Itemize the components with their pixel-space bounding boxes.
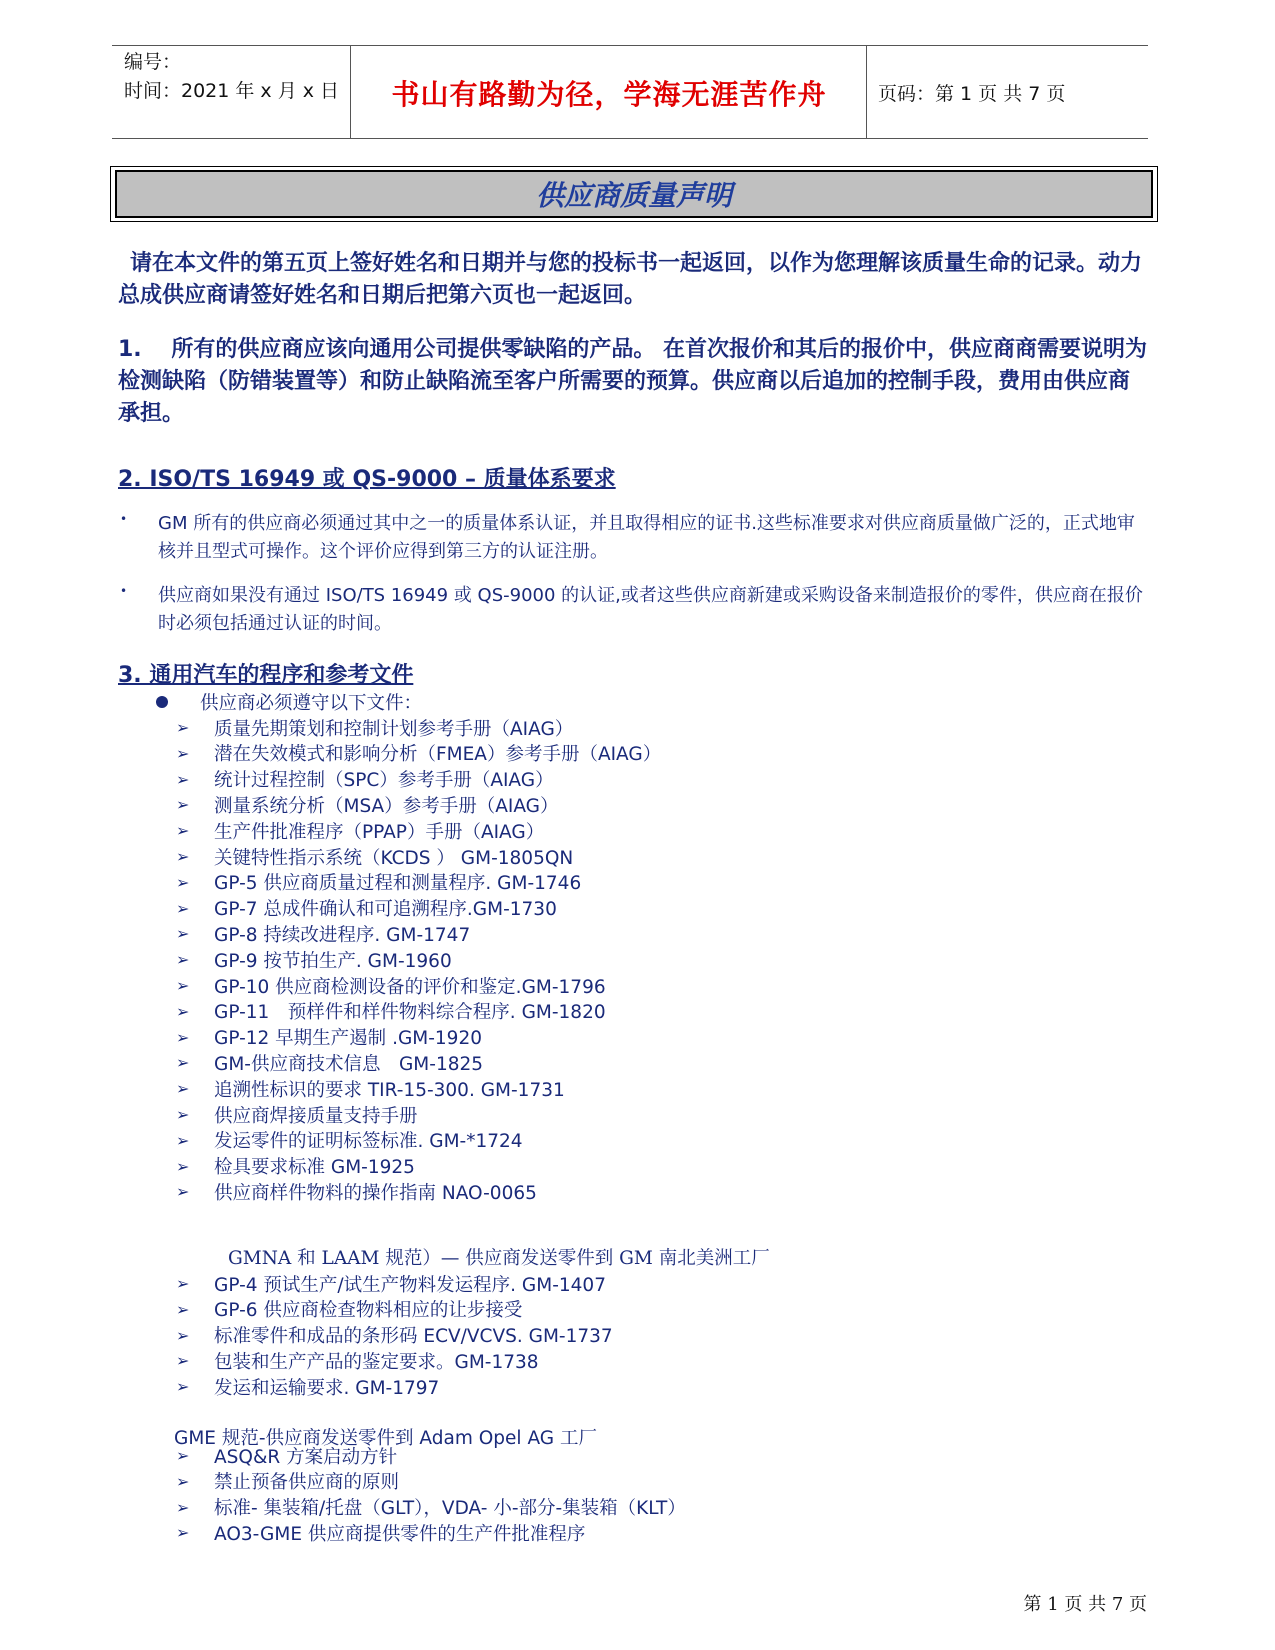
list-item	[176, 1442, 397, 1469]
list-item	[176, 1153, 415, 1180]
intro-paragraph	[118, 248, 1148, 312]
list-item	[176, 1270, 606, 1297]
bullet-icon: •	[120, 512, 128, 526]
arrow-bullet-icon: ➢	[176, 821, 190, 841]
arrow-bullet-icon: ➢	[176, 1130, 190, 1150]
arrow-bullet-icon: ➢	[176, 976, 190, 995]
list-item-text: GP-5 供应商质量过程和测量程序. GM-1746	[214, 873, 582, 895]
list-item-text: GP-8 持续改进程序. GM-1747	[214, 924, 471, 946]
list-item-text: 统计过程控制（SPC）参考手册（AIAG）	[214, 770, 554, 792]
section-1-text: 1. 所有的供应商应该向通用公司提供零缺陷的产品。 在首次报价和其后的报价中，供应商商需要说明为检测缺陷（防错装置等）和防止缺陷流至客户所需要的预算。供应商以后追加的控制手段，费用由供应商承担。	[118, 337, 1147, 426]
list-item	[176, 1049, 483, 1076]
list-item-text: GP-4 预试生产/试生产物料发运程序. GM-1407	[214, 1274, 606, 1296]
list-item	[176, 946, 452, 973]
arrow-bullet-icon: ➢	[176, 795, 190, 815]
intro-text: 请在本文件的第五页上签好姓名和日期并与您的投标书一起返回，以作为您理解该质量生命的记录。动力总成供应商请签好姓名和日期后把第六页也一起返回。	[118, 251, 1143, 308]
arrow-bullet-icon: ➢	[176, 924, 190, 944]
list-item-text: 禁止预备供应商的原则	[214, 1472, 400, 1494]
section-3-intro-bullet: 供应商必须遵守以下文件：	[200, 693, 423, 714]
section-2-bullet-2: 供应商如果没有通过 ISO/TS 16949 或 QS-9000 的认证,或者这些供应商新建或采购设备来制造报价的零件，供应商在报价时必须包括通过认证的时间。	[158, 585, 1143, 634]
document-time-label: 时间：2021 年 x 月 x 日	[124, 80, 340, 102]
list-item	[176, 1494, 686, 1521]
gmna-heading: GMNA 和 LAAM 规范）— 供应商发送零件到 GM 南北美洲工厂	[228, 1248, 770, 1269]
list-item-text: 标准- 集装箱/托盘（GLT），VDA- 小-部分-集装箱（KLT）	[214, 1498, 686, 1520]
arrow-bullet-icon: ➢	[176, 1446, 190, 1465]
filled-circle-bullet-icon	[156, 696, 168, 708]
document-number-label: 编号：	[124, 51, 182, 73]
list-item-text: GM-供应商技术信息 GM-1825	[214, 1053, 484, 1075]
list-item-text: 追溯性标识的要求 TIR-15-300. GM-1731	[214, 1079, 565, 1101]
list-item	[176, 1127, 523, 1154]
arrow-bullet-icon: ➢	[176, 950, 190, 970]
section-3-heading: 3. 通用汽车的程序和参考文件	[118, 663, 414, 688]
list-item-text: ASQ&R 方案启动方针	[214, 1446, 398, 1468]
list-item	[176, 714, 573, 741]
list-item	[176, 1347, 539, 1374]
gme-heading: GME 规范-供应商发送零件到 Adam Opel AG 工厂	[174, 1428, 597, 1449]
list-item-text: AO3-GME 供应商提供零件的生产件批准程序	[214, 1523, 586, 1545]
list-item-text: 检具要求标准 GM-1925	[214, 1157, 415, 1179]
arrow-bullet-icon: ➢	[176, 769, 190, 789]
list-item	[176, 1075, 565, 1102]
list-item	[176, 1024, 482, 1051]
document-title: 供应商质量声明	[115, 170, 1153, 218]
arrow-bullet-icon: ➢	[176, 1377, 190, 1397]
list-item-text: 发运和运输要求. GM-1797	[214, 1377, 440, 1399]
arrow-bullet-icon: ➢	[176, 1299, 190, 1319]
list-item-text: 标准零件和成品的条形码 ECV/VCVS. GM-1737	[214, 1326, 613, 1348]
arrow-bullet-icon: ➢	[176, 718, 190, 737]
list-item	[176, 791, 558, 818]
header-motto: 书山有路勤为径，学海无涯苦作舟	[391, 77, 827, 111]
list-item	[176, 1519, 585, 1546]
arrow-bullet-icon: ➢	[176, 847, 190, 866]
header-page-info: 页码：第 1 页 共 7 页	[878, 83, 1066, 105]
arrow-bullet-icon: ➢	[176, 1053, 190, 1073]
header-divider-right	[866, 46, 867, 139]
list-item-text: 发运零件的证明标签标准. GM-*1724	[214, 1131, 523, 1153]
list-item-text: GP-11 预样件和样件物料综合程序. GM-1820	[214, 1002, 606, 1024]
section-2-bullet-1: GM 所有的供应商必须通过其中之一的质量体系认证，并且取得相应的证书.这些标准要求对供应商质量做广泛的，正式地审核并且型式可操作。这个评价应得到第三方的认证注册。	[158, 513, 1135, 562]
arrow-bullet-icon: ➢	[176, 1497, 190, 1517]
list-item-text: 供应商样件物料的操作指南 NAO-0065	[214, 1182, 537, 1204]
arrow-bullet-icon: ➢	[176, 1105, 190, 1124]
list-item-text: GP-12 早期生产遏制 .GM-1920	[214, 1028, 482, 1050]
list-item	[176, 920, 470, 947]
arrow-bullet-icon: ➢	[176, 1325, 190, 1345]
arrow-bullet-icon: ➢	[176, 1523, 190, 1543]
arrow-bullet-icon: ➢	[176, 1156, 190, 1176]
arrow-bullet-icon: ➢	[176, 1351, 190, 1371]
list-item-text: 供应商焊接质量支持手册	[214, 1105, 418, 1127]
arrow-bullet-icon: ➢	[176, 872, 190, 892]
list-item-text: GP-10 供应商检测设备的评价和鉴定.GM-1796	[214, 976, 606, 998]
list-item	[176, 740, 661, 767]
list-item-text: 生产件批准程序（PPAP）手册（AIAG）	[214, 821, 545, 843]
bullet-icon: •	[120, 584, 128, 598]
list-item	[176, 1178, 537, 1205]
list-item-text: 质量先期策划和控制计划参考手册（AIAG）	[214, 718, 574, 740]
arrow-bullet-icon: ➢	[176, 1079, 190, 1099]
footer-page-number: 第 1 页 共 7 页	[1023, 1594, 1147, 1615]
list-item	[176, 972, 606, 999]
list-item-text: 包装和生产产品的鉴定要求。GM-1738	[214, 1351, 539, 1373]
arrow-bullet-icon: ➢	[176, 1274, 190, 1293]
list-item-text: 潜在失效模式和影响分析（FMEA）参考手册（AIAG）	[214, 744, 662, 766]
list-item	[176, 1468, 399, 1495]
list-item-text: GP-9 按节拍生产. GM-1960	[214, 950, 452, 972]
list-item	[176, 843, 573, 870]
list-item	[176, 817, 544, 844]
arrow-bullet-icon: ➢	[176, 1182, 190, 1202]
section-2-heading: 2. ISO/TS 16949 或 QS-9000 – 质量体系要求	[118, 467, 616, 492]
list-item	[176, 1373, 439, 1400]
arrow-bullet-icon: ➢	[176, 1001, 190, 1021]
list-item-text: 关键特性指示系统（KCDS ） GM-1805QN	[214, 847, 574, 869]
list-item	[176, 766, 554, 793]
list-item-text: 测量系统分析（MSA）参考手册（AIAG）	[214, 795, 559, 817]
arrow-bullet-icon: ➢	[176, 898, 190, 918]
header-divider-left	[350, 46, 351, 139]
list-item	[176, 895, 557, 922]
list-item	[176, 869, 581, 896]
arrow-bullet-icon: ➢	[176, 1471, 190, 1491]
arrow-bullet-icon: ➢	[176, 743, 190, 763]
list-item	[176, 1296, 522, 1323]
list-item-text: GP-7 总成件确认和可追溯程序.GM-1730	[214, 899, 557, 921]
list-item	[176, 1101, 418, 1128]
arrow-bullet-icon: ➢	[176, 1027, 190, 1047]
section-1-paragraph	[118, 334, 1148, 430]
list-item	[176, 1322, 613, 1349]
list-item-text: GP-6 供应商检查物料相应的让步接受	[214, 1300, 523, 1322]
list-item	[176, 998, 606, 1025]
